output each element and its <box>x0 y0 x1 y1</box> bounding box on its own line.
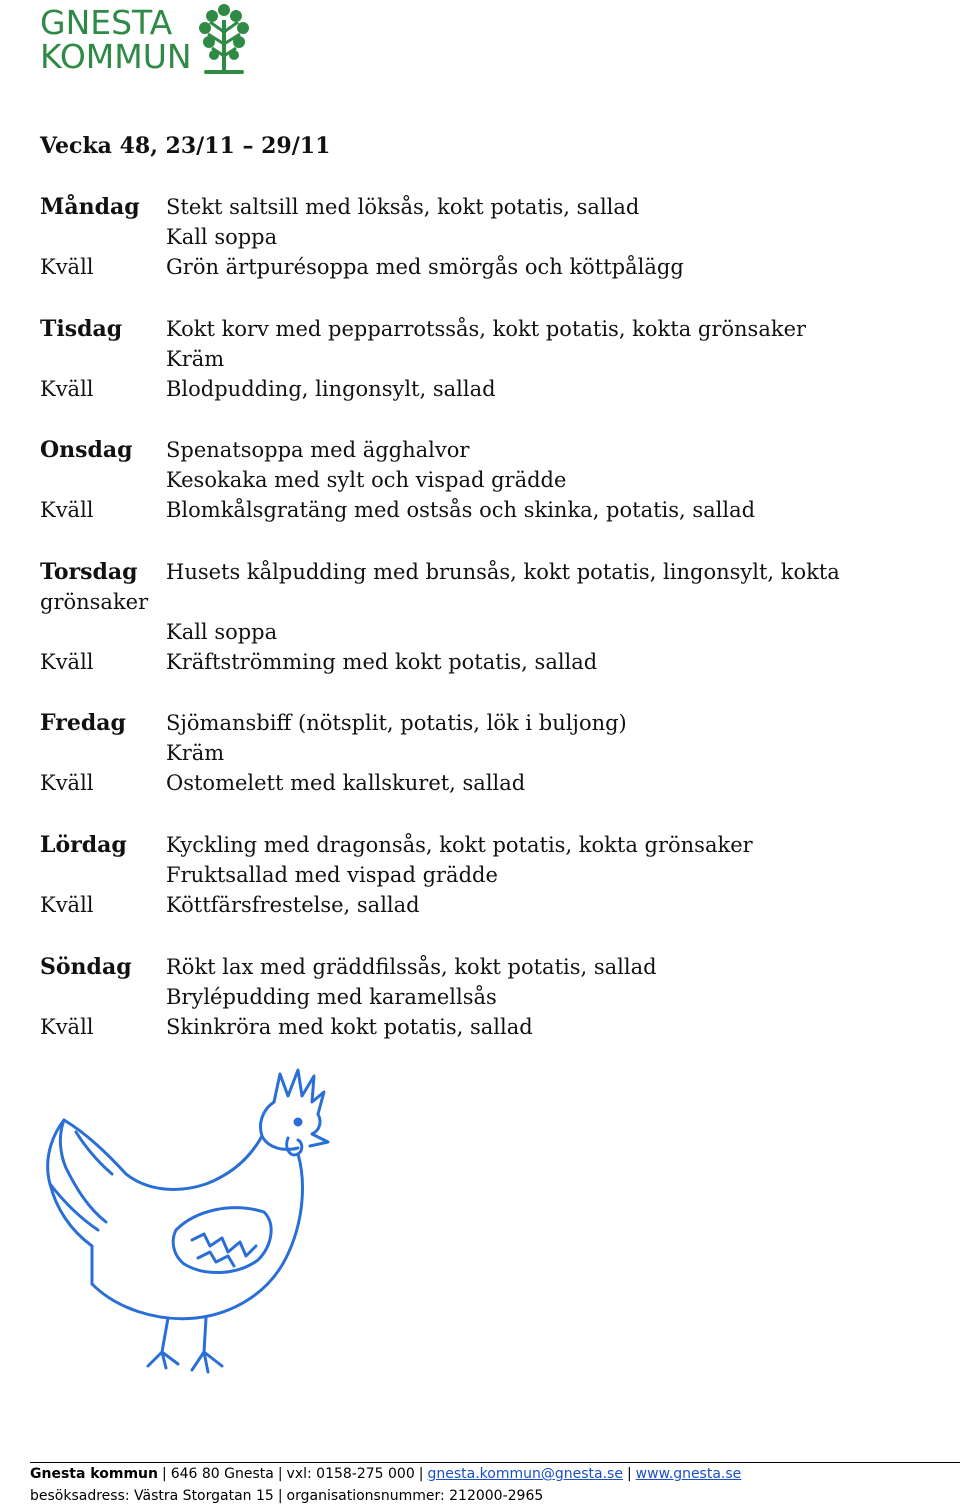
footer-divider <box>30 1462 960 1463</box>
evening-label: Kväll <box>40 893 94 917</box>
thursday-dessert-row <box>40 617 920 647</box>
dessert-dish: Kräm <box>166 347 225 371</box>
evening-dish: Skinkröra med kokt potatis, sallad <box>166 1015 533 1039</box>
evening-label: Kväll <box>40 498 94 522</box>
saturday-dessert-row <box>40 860 920 890</box>
day-label: Torsdag <box>40 559 138 585</box>
footer-org-name: Gnesta kommun <box>30 1466 158 1482</box>
day-label: Måndag <box>40 194 140 220</box>
logo-wordmark <box>40 3 192 76</box>
logo-line-1: GNESTA <box>40 3 173 42</box>
day-label: Fredag <box>40 710 126 736</box>
footer-phone: vxl: 0158-275 000 <box>286 1466 415 1482</box>
day-label: Onsdag <box>40 437 133 463</box>
day-label: Lördag <box>40 832 127 858</box>
sunday-evening-row <box>40 1012 920 1042</box>
evening-dish: Grön ärtpurésoppa med smörgås och köttpålägg <box>166 255 684 279</box>
monday-evening-row <box>40 252 920 282</box>
evening-dish: Blodpudding, lingonsylt, sallad <box>166 377 496 401</box>
lunch-dish: Stekt saltsill med löksås, kokt potatis, sallad <box>166 195 640 219</box>
saturday-lunch-row <box>40 830 920 860</box>
saturday-evening-row <box>40 890 920 920</box>
wednesday-dessert-row <box>40 465 920 495</box>
lunch-dish-continued: grönsaker <box>40 590 149 614</box>
footer-website-link[interactable]: www.gnesta.se <box>635 1466 742 1482</box>
evening-label: Kväll <box>40 771 94 795</box>
lunch-dish: Kokt korv med pepparrotssås, kokt potatis, kokta grönsaker <box>166 317 807 341</box>
tree-emblem-icon <box>196 2 252 76</box>
lunch-dish: Husets kålpudding med brunsås, kokt potatis, lingonsylt, kokta <box>166 560 840 584</box>
lunch-dish: Spenatsoppa med ägghalvor <box>166 438 470 462</box>
dessert-dish: Kall soppa <box>166 225 278 249</box>
dessert-dish: Kräm <box>166 741 225 765</box>
hen-illustration <box>36 1062 336 1392</box>
tuesday-dessert-row <box>40 344 920 374</box>
logo-line-2: KOMMUN <box>40 37 192 76</box>
tuesday-evening-row <box>40 374 920 404</box>
dessert-dish: Fruktsallad med vispad grädde <box>166 863 498 887</box>
dessert-dish: Kesokaka med sylt och vispad grädde <box>166 468 567 492</box>
evening-label: Kväll <box>40 1015 94 1039</box>
sunday-lunch-row <box>40 952 920 982</box>
lunch-dish: Kyckling med dragonsås, kokt potatis, kokta grönsaker <box>166 833 753 857</box>
friday-lunch-row <box>40 708 920 738</box>
lunch-dish: Sjömansbiff (nötsplit, potatis, lök i buljong) <box>166 711 627 735</box>
friday-dessert-row <box>40 738 920 768</box>
footer-visit-address: besöksadress: Västra Storgatan 15 <box>30 1488 274 1504</box>
tuesday-lunch-row <box>40 314 920 344</box>
wednesday-lunch-row <box>40 435 920 465</box>
day-label: Söndag <box>40 954 132 980</box>
evening-label: Kväll <box>40 255 94 279</box>
day-label: Tisdag <box>40 316 123 342</box>
friday-evening-row <box>40 768 920 798</box>
thursday-lunch-continued-row <box>40 587 920 617</box>
thursday-evening-row <box>40 647 920 677</box>
monday-lunch-row <box>40 192 920 222</box>
wednesday-evening-row <box>40 495 920 525</box>
footer-contact-line: Gnesta kommun | 646 80 Gnesta | vxl: 0158-275 000 | gnesta.kommun@gnesta.se | www.gnesta.se <box>30 1466 742 1482</box>
sunday-dessert-row <box>40 982 920 1012</box>
evening-label: Kväll <box>40 650 94 674</box>
footer-email-link[interactable]: gnesta.kommun@gnesta.se <box>427 1466 623 1482</box>
monday-dessert-row <box>40 222 920 252</box>
week-title: Vecka 48, 23/11 – 29/11 <box>40 133 331 159</box>
gnesta-kommun-logo <box>40 2 260 78</box>
footer-postal: 646 80 Gnesta <box>170 1466 274 1482</box>
thursday-lunch-row <box>40 557 920 587</box>
evening-dish: Köttfärsfrestelse, sallad <box>166 893 420 917</box>
evening-dish: Kräftströmming med kokt potatis, sallad <box>166 650 598 674</box>
footer-address-line: besöksadress: Västra Storgatan 15 | organisationsnummer: 212000-2965 <box>30 1488 544 1504</box>
dessert-dish: Kall soppa <box>166 620 278 644</box>
evening-dish: Ostomelett med kallskuret, sallad <box>166 771 526 795</box>
evening-dish: Blomkålsgratäng med ostsås och skinka, potatis, sallad <box>166 498 756 522</box>
footer-org-number: organisationsnummer: 212000-2965 <box>286 1488 544 1504</box>
lunch-dish: Rökt lax med gräddfilssås, kokt potatis, sallad <box>166 955 657 979</box>
dessert-dish: Brylépudding med karamellsås <box>166 985 497 1009</box>
evening-label: Kväll <box>40 377 94 401</box>
